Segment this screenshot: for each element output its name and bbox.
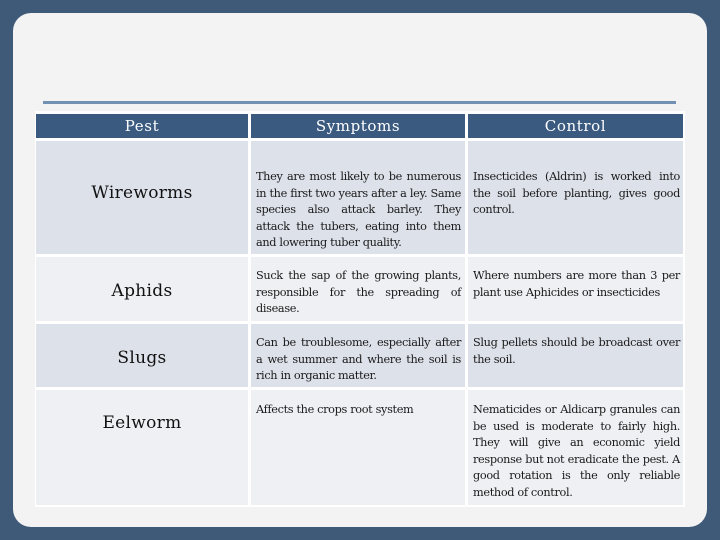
pest-control-table xyxy=(35,111,685,507)
table-row xyxy=(36,257,683,321)
pest-name: Slugs xyxy=(117,348,167,368)
table-row xyxy=(36,324,683,387)
title-divider xyxy=(43,101,676,104)
symptoms-text: Affects the crops root system xyxy=(256,403,414,416)
symptoms-text: They are most likely to be numerous in the first two years after a ley. Same species also attack barley. They attack the tubers, eating into them and lowering tuber quality. xyxy=(256,170,461,250)
table-row xyxy=(36,390,683,505)
control-text: Nematicides or Aldicarp granules can be used is moderate to fairly high. They will give an economic yield response but not eradicate the pest. A good rotation is the only reliable method of control. xyxy=(473,403,680,499)
control-text: Insecticides (Aldrin) is worked into the soil before planting, gives good control. xyxy=(473,170,680,217)
header-symptoms: Symptoms xyxy=(251,114,465,138)
symptoms-text: Suck the sap of the growing plants, responsible for the spreading of disease. xyxy=(256,269,461,316)
header-control: Control xyxy=(468,114,683,138)
control-text: Where numbers are more than 3 per plant use Aphicides or insecticides xyxy=(473,269,680,299)
table-row xyxy=(36,141,683,254)
symptoms-text: Can be troublesome, especially after a wet summer and where the soil is rich in organic matter. xyxy=(256,336,461,383)
control-text: Slug pellets should be broadcast over the soil. xyxy=(473,336,680,366)
pest-name: Wireworms xyxy=(91,183,193,203)
cell-bg xyxy=(36,390,248,505)
pest-name: Eelworm xyxy=(102,413,182,433)
header-pest: Pest xyxy=(36,114,248,138)
pest-name: Aphids xyxy=(111,281,173,301)
slide-background xyxy=(13,13,707,527)
